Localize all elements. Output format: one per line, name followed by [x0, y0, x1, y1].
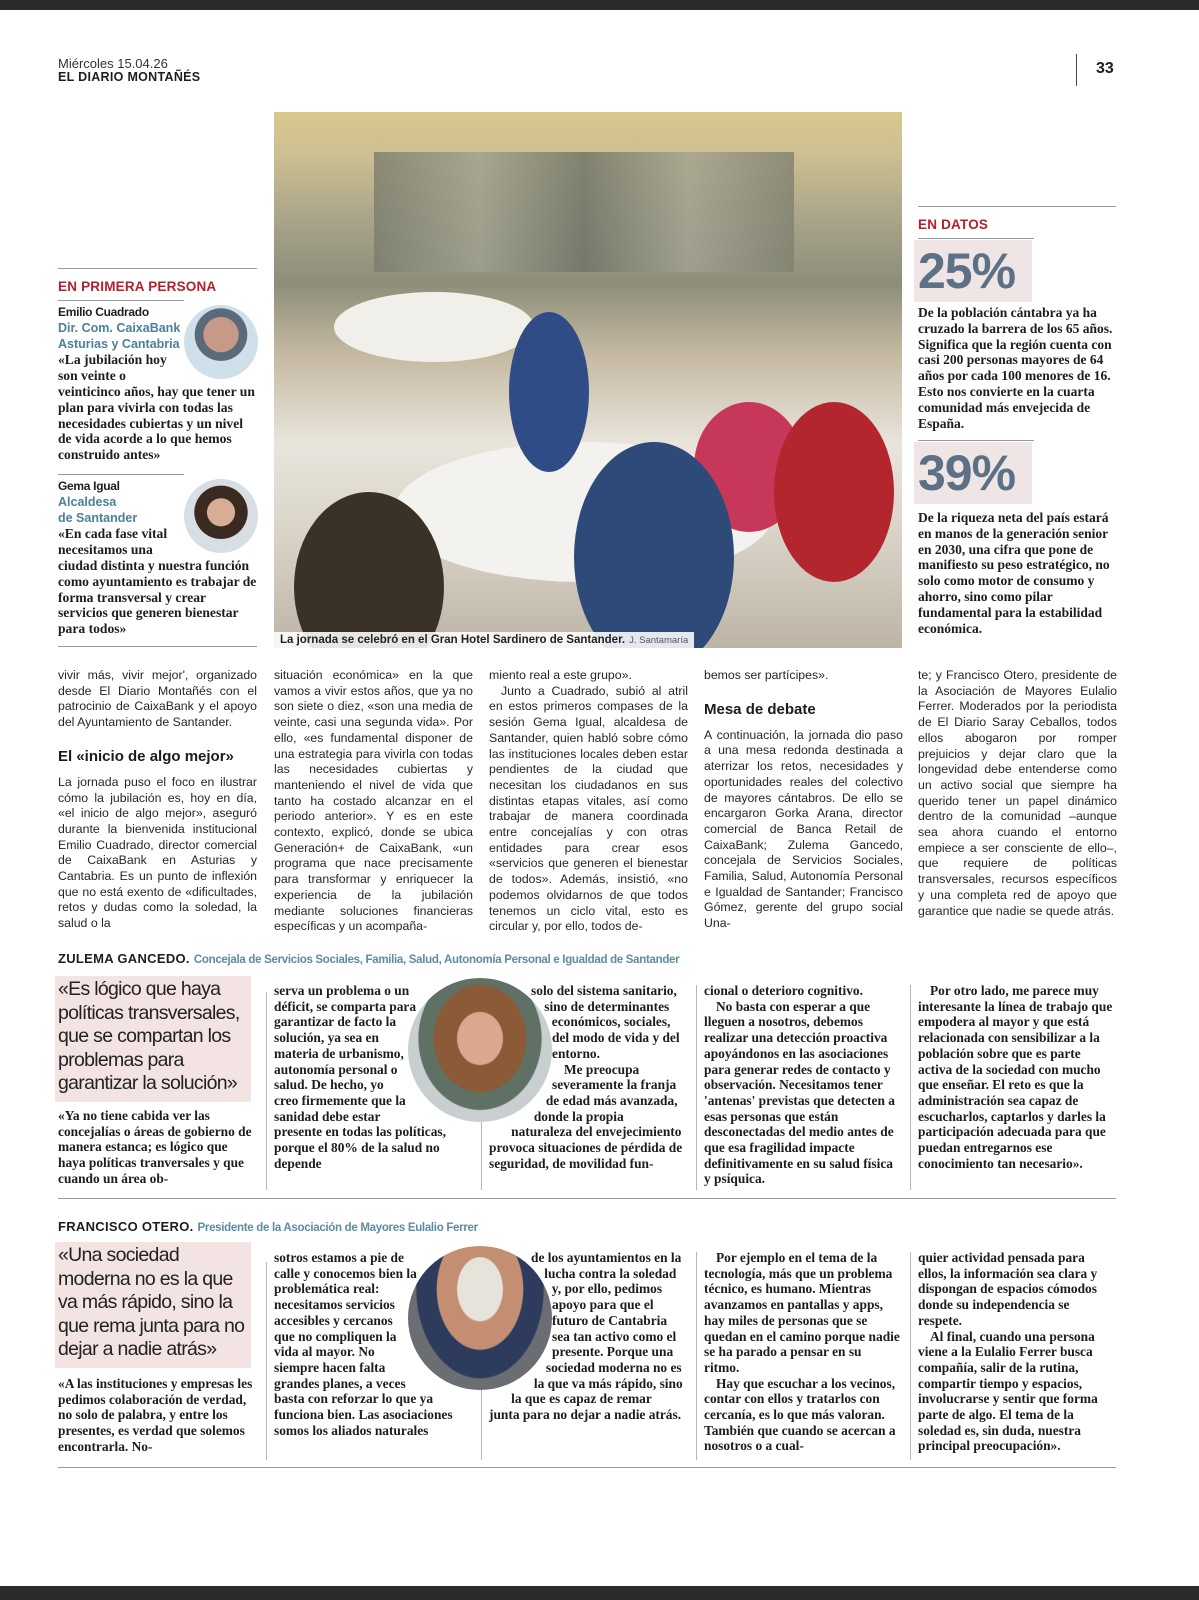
interviewee-photo: [408, 978, 552, 1122]
paragraph: A continuación, la jornada dio paso a una mesa redonda destinada a aterrizar los retos, necesidades y oportunidades reales del colectivo de mayores cántabros. De ello se encargaron Gorka Arana, director comercial de Banca Retail de CaixaBank; Zulema Gancedo, concejala de Servicios Sociales, Familia, Salud, Autonomía Personal e Igualdad de Santander; Francisco Gómez, gerente del grupo social Una-: [704, 727, 903, 931]
paragraph: serva un problema o un déficit, se comparta para garantizar de facto la solución, ya sea en materia de urbanismo, autonomía personal o salud. De hecho, yo creo firmemente que la sanidad debe estar presente en todas las políticas, porque el 80% de la salud no depende: [274, 983, 446, 1171]
event-photo: [274, 112, 902, 648]
pull-quote: «Es lógico que haya políticas transversales, que se compartan los problemas para garantizar la solución»: [55, 976, 251, 1102]
photo-caption: [274, 632, 694, 648]
divider: [58, 474, 184, 475]
photo-mural: [374, 152, 794, 272]
avatar: [184, 479, 258, 553]
article-column: [274, 668, 473, 935]
interview-column: [58, 1108, 254, 1187]
column-divider: [910, 1252, 911, 1460]
subheading: El «inicio de algo mejor»: [58, 747, 234, 765]
photo-credit: J. Santamaría: [629, 635, 689, 646]
page-number: 33: [1096, 60, 1114, 77]
paragraph: bemos ser partícipes».: [704, 668, 829, 682]
column-divider: [910, 985, 911, 1190]
column-divider: [266, 1262, 267, 1460]
person-role: Asturias y Cantabria: [58, 336, 180, 351]
interviewee-photo: [408, 1246, 552, 1390]
paragraph: de los ayuntamientos en la lucha contra la soledad y, por ello, pedimos apoyo para que el futuro de Cantabria sea tan activo como el presente. Porque una sociedad moderna no es la que va más rápido, sino la que es capaz de remar junta para no dejar a nadie atrás.: [489, 1250, 683, 1423]
paragraph: Hay que escuchar a los vecinos, contar con ellos y tratarlos con cercanía, es lo que más valoran. También que cuando se acercan a nosotros o a cual-: [704, 1375, 896, 1454]
paragraph: «A las instituciones y empresas les pedimos colaboración de verdad, no solo de palabra, y entre los presentes, es verdad que solemos encontrarla. No-: [58, 1376, 253, 1454]
first-person-entry: [58, 479, 258, 637]
column-divider: [481, 1380, 482, 1460]
avatar: [184, 305, 258, 379]
paragraph: quier actividad pensada para ellos, la información sea clara y dispongan de espacios cómodos donde su independencia se respete.: [918, 1250, 1098, 1328]
data-figure: 25%: [914, 240, 1032, 302]
divider: [918, 238, 1034, 239]
interview-header: [58, 1219, 478, 1234]
header-divider: [1076, 54, 1077, 86]
paragraph: Al final, cuando una persona viene a la Eulalio Ferrer busca compañía, salir de la rutina, compartir tiempo y espacios, involucrarse y sentir que forma parte de algo. El tema de la soledad es, sin duda, nuestra principal preocupación».: [918, 1328, 1098, 1454]
pull-quote: «Una sociedad moderna no es la que va más rápido, sino la que rema junta para no dejar a nadie atrás»: [55, 1242, 251, 1368]
issue-date: Miércoles 15.04.26: [58, 56, 168, 71]
person-quote: «En cada fase vital necesitamos una ciudad distinta y nuestra función como ayuntamiento es trabajar de forma transversal y crear servicios que generen bienestar para todos»: [58, 526, 257, 637]
interviewee-name: FRANCISCO OTERO.: [58, 1219, 194, 1234]
section-divider: [58, 1198, 1116, 1199]
newspaper-name: EL DIARIO MONTAÑÉS: [58, 70, 201, 84]
interview-column: [704, 1250, 900, 1454]
paragraph: No basta con esperar a que lleguen a nosotros, debemos realizar una detección proactiva apoyándonos en las asociaciones para generar redes de contacto y observación. Necesitamos tener 'antenas' previstas que detecten a esas personas que están desconectadas del medio antes de que esa fragilidad impacte definitivamente en su salud física y psíquica.: [704, 998, 895, 1187]
paragraph: Por otro lado, me parece muy interesante la línea de trabajo que empodera al mayor y que está relacionada con sensibilizar a la población sobre que es parte activa de la sociedad con mucho que enseñar. El reto es que la administración sea capaz de escucharlos, captarlos y darles la participación adecuada para que puedan entregarnos ese conocimiento tan necesario».: [918, 983, 1113, 1171]
viewer-top-bar: [0, 0, 1199, 10]
article-column: [489, 668, 688, 935]
divider: [58, 300, 184, 301]
divider: [918, 206, 1116, 207]
paragraph: Por ejemplo en el tema de la tecnología, más que un problema técnico, es humano. Mientras avanzamos en pantallas y apps, hay miles de personas que se quedan en el camino porque nadie se ha parado a pensar en su ritmo.: [704, 1250, 900, 1375]
first-person-entry: [58, 305, 258, 463]
column-divider: [696, 985, 697, 1190]
paragraph: situación económica» en la que vamos a vivir estos años, que ya no son siete o diez, «son una media de veinte, casi una segunda vida». Por ello, «es fundamental disponer de una estrategia para vivirla con todas las necesidades cubiertas y manteniendo el nivel de vida que tanto ha costado alcanzar en el periodo anterior». Y es en este contexto, explicó, donde se ubica Generación+ de CaixaBank, «un programa que nace precisamente para transformar y enriquecer la experiencia de la jubilación mediante soluciones financieras específicas y un acompaña-: [274, 668, 473, 934]
paragraph: «Ya no tiene cabida ver las concejalías o áreas de gobierno de manera estanca; es lógico que haya políticas tranversales y que cuando un área ob-: [58, 1108, 252, 1186]
person-name: Gema Igual: [58, 479, 120, 493]
column-divider: [696, 1252, 697, 1460]
photo-person: [774, 402, 894, 582]
divider: [918, 440, 1034, 441]
person-role: Alcaldesa: [58, 494, 117, 509]
photo-table: [334, 292, 534, 362]
paragraph: miento real a este grupo».: [489, 668, 632, 682]
divider: [58, 268, 257, 269]
data-text: De la población cántabra ya ha cruzado la barrera de los 65 años. Significa que la región cuenta con casi 200 personas mayores de 64 años por cada 100 menores de 16. Esto nos convierte en la cuarta comunidad más envejecida de España.: [918, 305, 1113, 431]
interviewee-name: ZULEMA GANCEDO.: [58, 951, 190, 966]
person-quote: «La jubilación hoy son veinte o veinticinco años, hay que tener un plan para vivirla con todas las necesidades cubiertas y un nivel de vida acorde a lo que hemos construido antes»: [58, 352, 255, 463]
first-person-kicker: EN PRIMERA PERSONA: [58, 279, 217, 294]
divider: [58, 646, 257, 647]
paragraph: vivir más, vivir mejor', organizado desde El Diario Montañés con el patrocinio de CaixaBank y el apoyo del Ayuntamiento de Santander.: [58, 668, 257, 730]
paragraph: solo del sistema sanitario, sino de determinantes económicos, sociales, del modo de vida y del entorno.: [531, 983, 680, 1061]
interviewee-role: Presidente de la Asociación de Mayores Eulalio Ferrer: [197, 1222, 478, 1234]
paragraph: cional o deterioro cognitivo.: [704, 983, 863, 998]
paragraph: Junto a Cuadrado, subió al atril en estos primeros compases de la sesión Gema Igual, alcaldesa de Santander, quien habló sobre cómo las instituciones locales deben estar pendientes de la ciudad que necesitan los ciudadanos en sus distintas etapas vitales, así como trabajar de manera coordinada entre concejalías y con otras entidades para crear esos «servicios que generen el bienestar de todos». Además, insistió, «no podemos olvidarnos de que todos tenemos un ciclo vital, esto es circular y, por ello, todos de-: [489, 683, 688, 934]
interview-header: [58, 951, 679, 966]
interview-column: [704, 983, 900, 1187]
article-column: [918, 668, 1117, 919]
paragraph: te; y Francisco Otero, presidente de la Asociación de Mayores Eulalio Ferrer. Moderados por la periodista de El Diario Saray Ceballos, todos ellos abogaron por romper prejuicios y dejar claro que la longevidad debe entenderse como un activo social que siempre ha querido tener un papel dinámico dentro de la comunidad –aunque sea ahora cuando el entorno empiece a ser consciente de ello–, que requiere de políticas transversales, recursos específicos y una completa red de apoyo que garantice que nadie se quede atrás.: [918, 668, 1117, 918]
article-column: [58, 668, 257, 932]
subheading: Mesa de debate: [704, 700, 816, 718]
section-divider: [58, 1467, 1116, 1468]
paragraph: Me preocupa severamente la franja de edad más avanzada, donde la propia naturaleza del envejecimiento provoca situaciones de pérdida de seguridad, de movilidad fun-: [489, 1061, 683, 1171]
interviewee-role: Concejala de Servicios Sociales, Familia, Salud, Autonomía Personal e Igualdad de Santander: [193, 954, 680, 966]
photo-person: [509, 312, 589, 472]
person-role: Dir. Com. CaixaBank: [58, 320, 181, 335]
data-kicker: EN DATOS: [918, 217, 989, 232]
interview-column: [918, 1250, 1114, 1454]
column-divider: [266, 992, 267, 1190]
paragraph: La jornada puso el foco en ilustrar cómo la jubilación es, hoy en día, «el inicio de algo mejor», aseguró durante la bienvenida institucional Emilio Cuadrado, director comercial de CaixaBank en Asturias y Cantabria. Es un punto de inflexión que no está exento de «dificultades, retos y dudas como la soledad, la salud o la: [58, 774, 257, 931]
interview-column: [918, 983, 1114, 1171]
column-divider: [481, 1110, 482, 1190]
person-name: Emilio Cuadrado: [58, 305, 149, 319]
article-column: [704, 668, 903, 932]
person-role: de Santander: [58, 510, 138, 525]
caption-text: La jornada se celebró en el Gran Hotel Sardinero de Santander.: [280, 634, 626, 646]
data-text: De la riqueza neta del país estará en manos de la generación senior en 2030, una cifra que pone de manifiesto su peso estratégico, no solo como motor de consumo y ahorro, sino como pilar fundamental para la estabilidad económica.: [918, 510, 1110, 636]
data-figure: 39%: [914, 442, 1032, 504]
paragraph: sotros estamos a pie de calle y conocemos bien la problemática real: necesitamos servicios accesibles y cercanos que no compliquen la vida al mayor. No siempre hacen falta grandes planes, a veces basta con reforzar lo que ya funciona bien. Las asociaciones somos los aliados naturales: [274, 1250, 453, 1438]
interview-column: [58, 1376, 254, 1455]
viewer-bottom-bar: [0, 1586, 1199, 1600]
